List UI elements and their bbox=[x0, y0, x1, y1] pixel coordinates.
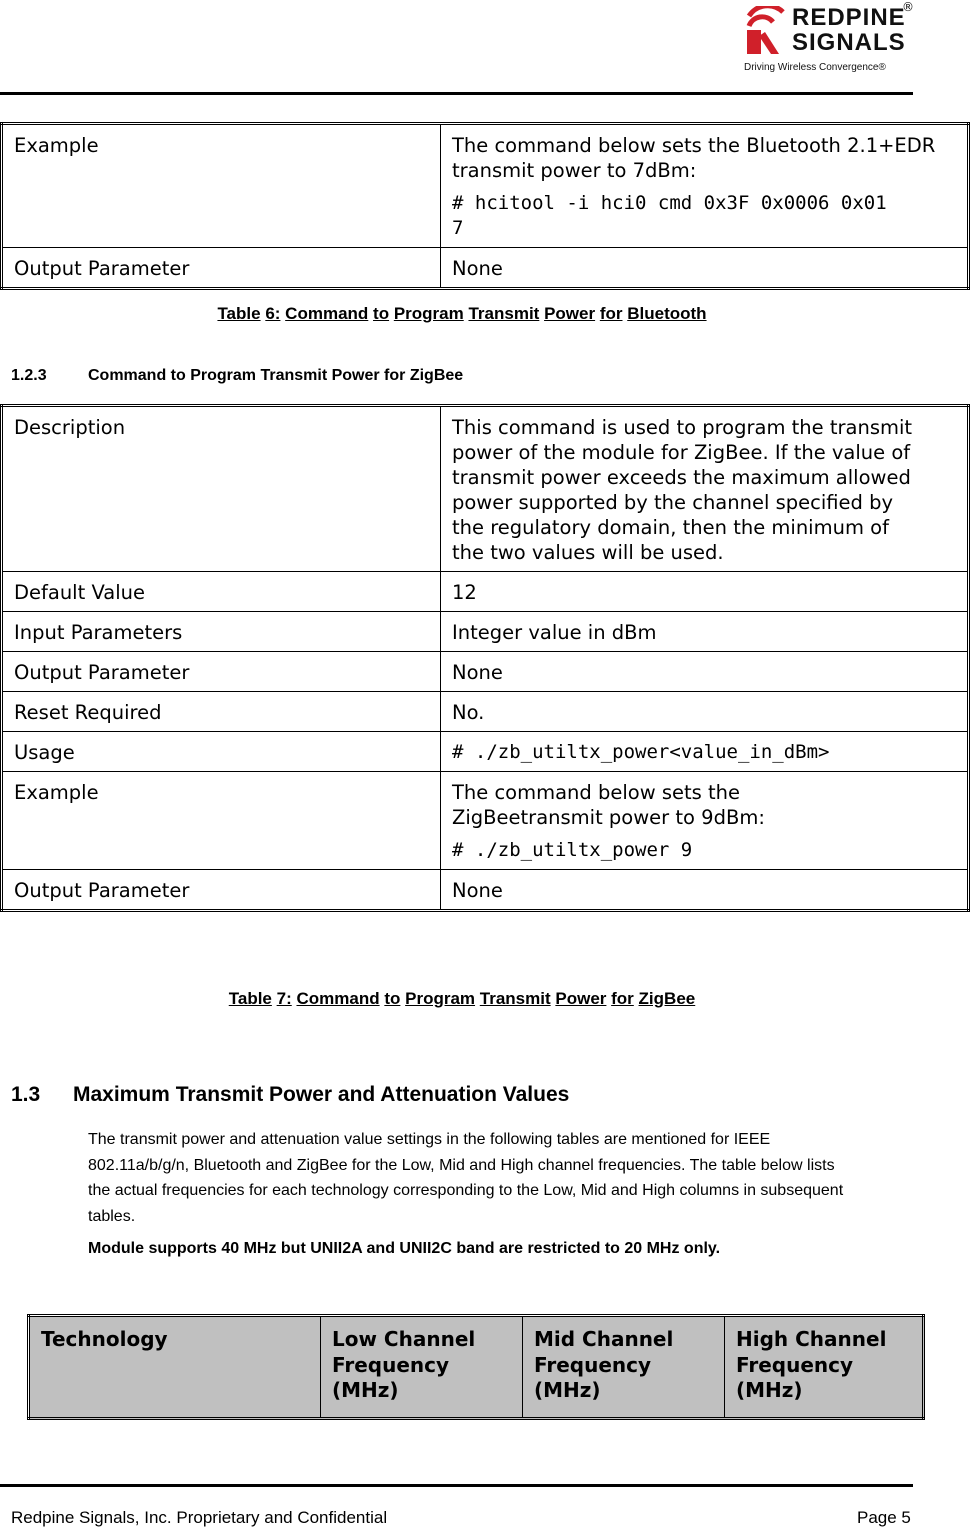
row-key: Output Parameter bbox=[2, 652, 441, 692]
row-value bbox=[441, 406, 969, 572]
frequency-table bbox=[27, 1314, 925, 1420]
page-number: Page 5 bbox=[857, 1508, 911, 1527]
row-value bbox=[441, 772, 969, 870]
row-value: 12 bbox=[441, 572, 969, 612]
row-key: Usage bbox=[2, 732, 441, 772]
caption-word: ZigBee bbox=[638, 989, 696, 1008]
logo-tagline: Driving Wireless Convergence® bbox=[744, 62, 886, 73]
description-text: This command is used to program the transmit power of the module for ZigBee. If the value of transmit power exceeds the maximum allowed power supported by the channel specified by the regulatory domain, then the minimum of the two values will be used. bbox=[452, 416, 913, 564]
row-value: # ./zb_utiltx_power<value_in_dBm> bbox=[441, 732, 969, 772]
logo-line2: SIGNALS bbox=[792, 29, 906, 56]
registered-mark: ® bbox=[902, 0, 914, 14]
row-key: Output Parameter bbox=[2, 870, 441, 911]
row-key: Description bbox=[2, 406, 441, 572]
row-key: Reset Required bbox=[2, 692, 441, 732]
row-value: None bbox=[441, 248, 969, 289]
caption-word: Transmit bbox=[468, 304, 540, 323]
caption-word: Program bbox=[405, 989, 476, 1008]
caption-word: for bbox=[599, 304, 623, 323]
section-title: Command to Program Transmit Power for ZigBee bbox=[88, 367, 464, 384]
section-number: 1.3 bbox=[11, 1083, 41, 1106]
header-high-channel: High Channel Frequency (MHz) bbox=[725, 1316, 924, 1419]
row-key: Input Parameters bbox=[2, 612, 441, 652]
row-key: Example bbox=[2, 124, 441, 248]
table-row bbox=[2, 248, 969, 289]
row-value bbox=[441, 124, 969, 248]
caption-word: for bbox=[611, 989, 634, 1008]
section-1-3-paragraph: The transmit power and attenuation value settings in the following tables are mentioned for IEEE 802.11a/b/g/n, Bluetooth and ZigBee for the Low, Mid and High channel frequencies. The table below lists the actual frequencies for each technology corresponding to the Low, Mid and High columns in subsequent tables. bbox=[88, 1131, 844, 1225]
section-1-3-note: Module supports 40 MHz but UNII2A and UNII2C band are restricted to 20 MHz only. bbox=[88, 1240, 721, 1257]
section-title: Maximum Transmit Power and Attenuation Values bbox=[73, 1083, 570, 1106]
row-key: Output Parameter bbox=[2, 248, 441, 289]
footer-confidential: Redpine Signals, Inc. Proprietary and Confidential bbox=[11, 1508, 388, 1527]
redpine-wave-icon bbox=[743, 6, 791, 58]
section-1-3-heading bbox=[11, 1083, 569, 1107]
table-6 bbox=[0, 122, 970, 290]
caption-word: Command bbox=[285, 304, 369, 323]
header-low-channel: Low Channel Frequency (MHz) bbox=[321, 1316, 523, 1419]
section-number: 1.2.3 bbox=[11, 367, 47, 384]
table-row bbox=[2, 732, 969, 772]
header-technology: Technology bbox=[29, 1316, 321, 1419]
caption-word: 6: bbox=[265, 304, 281, 323]
example-text: The command below sets the ZigBeetransmit power to 9dBm: bbox=[452, 781, 765, 829]
example-code: # ./zb_utiltx_power 9 bbox=[452, 839, 693, 861]
example-text: The command below sets the Bluetooth 2.1+EDR transmit power to 7dBm: bbox=[452, 134, 936, 182]
redpine-logo bbox=[740, 2, 915, 78]
header-mid-channel: Mid Channel Frequency (MHz) bbox=[523, 1316, 725, 1419]
table-row bbox=[2, 572, 969, 612]
row-value: None bbox=[441, 652, 969, 692]
caption-word: Power bbox=[555, 989, 607, 1008]
table-row bbox=[2, 652, 969, 692]
caption-word: Table bbox=[228, 989, 272, 1008]
example-code: # hcitool -i hci0 cmd 0x3F 0x0006 0x01 7 bbox=[452, 192, 887, 239]
row-key: Default Value bbox=[2, 572, 441, 612]
caption-word: Command bbox=[296, 989, 380, 1008]
footer-rule bbox=[0, 1484, 913, 1487]
section-1-2-3-heading bbox=[11, 367, 463, 385]
table-row bbox=[2, 612, 969, 652]
caption-word: to bbox=[384, 989, 401, 1008]
row-key: Example bbox=[2, 772, 441, 870]
caption-word: Program bbox=[393, 304, 464, 323]
logo-line1: REDPINE bbox=[792, 4, 906, 31]
caption-word: Table bbox=[217, 304, 261, 323]
table-row bbox=[2, 124, 969, 248]
table-7 bbox=[0, 404, 970, 912]
caption-word: Transmit bbox=[479, 989, 551, 1008]
table-row bbox=[2, 692, 969, 732]
caption-word: Bluetooth bbox=[627, 304, 707, 323]
row-value: No. bbox=[441, 692, 969, 732]
table-header-row bbox=[29, 1316, 924, 1419]
row-value: Integer value in dBm bbox=[441, 612, 969, 652]
table-row bbox=[2, 870, 969, 911]
table-row bbox=[2, 772, 969, 870]
table-row bbox=[2, 406, 969, 572]
caption-word: Power bbox=[544, 304, 596, 323]
table-6-caption bbox=[0, 304, 924, 324]
caption-word: 7: bbox=[276, 989, 292, 1008]
row-value: None bbox=[441, 870, 969, 911]
table-7-caption bbox=[0, 989, 924, 1009]
caption-word: to bbox=[373, 304, 390, 323]
header-rule bbox=[0, 92, 913, 95]
